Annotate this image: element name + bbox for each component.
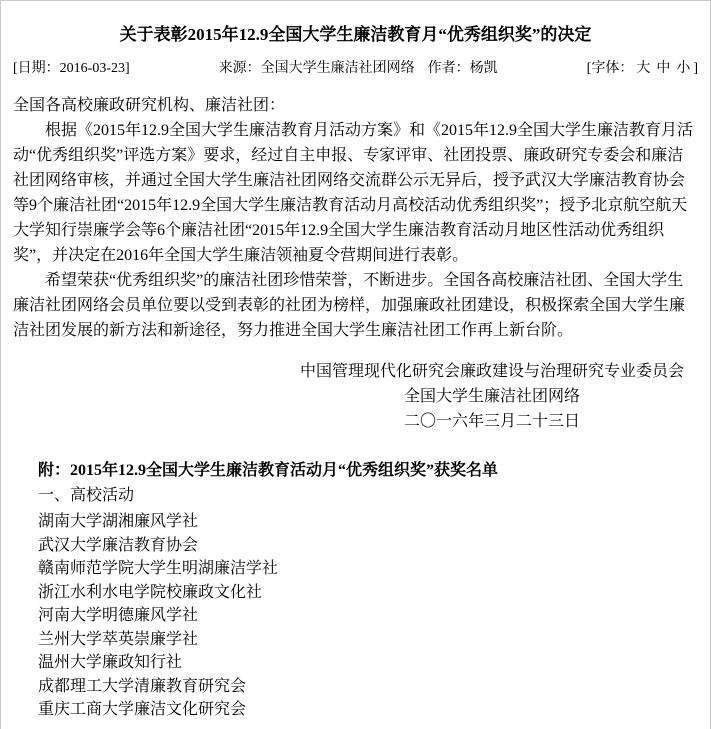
attachment-section-title: 一、高校活动 bbox=[38, 487, 135, 504]
winner-list-item: 重庆工商大学廉洁文化研究会 bbox=[38, 701, 247, 718]
page-title: 关于表彰2015年12.9全国大学生廉洁教育月“优秀组织奖”的决定 bbox=[119, 25, 592, 44]
winner-list-item: 浙江水利水电学院校廉政文化社 bbox=[38, 583, 263, 601]
source-author-group bbox=[219, 59, 498, 78]
font-size-medium-link[interactable]: 中 bbox=[656, 61, 671, 76]
font-size-large-link[interactable]: 大 bbox=[636, 61, 651, 76]
signature-org-line: 中国管理现代化研究会廉政建设与治理研究专业委员会 bbox=[299, 363, 684, 380]
meta-bar bbox=[13, 59, 698, 78]
winner-list-item: 武汉大学廉洁教育协会 bbox=[38, 536, 199, 554]
attachment-section bbox=[13, 458, 698, 722]
winner-list-item: 湖南大学湖湘廉风学社 bbox=[38, 513, 199, 530]
winner-list-item: 兰州大学萃英崇廉学社 bbox=[38, 630, 199, 648]
attachment-heading: 附：2015年12.9全国大学生廉洁教育活动月“优秀组织奖”获奖名单 bbox=[38, 462, 499, 479]
signature-org-line: 全国大学生廉洁社团网络 bbox=[403, 388, 580, 405]
body-paragraph: 根据《2015年12.9全国大学生廉洁教育月活动方案》和《2015年12.9全国大学生廉洁教育月活动“优秀组织奖”评选方案》要求，经过自主申报、专家评审、社团投票、廉政研究专委会和廉洁社团网络审核，并通过全国大学生廉洁社团网络交流群公示无异后，授予武汉大学廉洁教育协会等9个廉洁社团“2015年12.9全国大学生廉洁教育活动月高校活动优秀组织奖”；授予北京航空航天大学知行崇廉学会等6个廉洁社团“2015年12.9全国大学生廉洁教育活动月地区性活动优秀组织奖”，并决定在2016年全国大学生廉洁领袖夏令营期间进行表彰。 bbox=[13, 122, 694, 264]
signature-date-line: 二〇一六年三月二十三日 bbox=[403, 413, 580, 430]
author-label: 作者：杨凯 bbox=[427, 61, 498, 76]
winner-list bbox=[38, 510, 698, 722]
date-label: [日期：2016-03-23] bbox=[13, 61, 130, 76]
winner-list-item: 成都理工大学清廉教育研究会 bbox=[38, 677, 247, 695]
article-body bbox=[13, 93, 698, 343]
font-size-prefix: [字体： bbox=[586, 61, 634, 76]
winner-list-item: 温州大学廉政知行社 bbox=[38, 654, 183, 671]
salutation: 全国各高校廉政研究机构、廉洁社团： bbox=[13, 97, 286, 114]
font-size-control bbox=[587, 59, 698, 78]
winner-list-item: 赣南师范学院大学生明湖廉洁学社 bbox=[38, 560, 279, 577]
font-size-suffix: ] bbox=[693, 61, 698, 76]
font-size-small-link[interactable]: 小 bbox=[676, 61, 691, 76]
winner-list-item: 河南大学明德廉风学社 bbox=[38, 607, 199, 624]
source-label: 来源：全国大学生廉洁社团网络 bbox=[218, 61, 415, 76]
signature-block bbox=[300, 359, 684, 434]
body-paragraph: 希望荣获“优秀组织奖”的廉洁社团珍惜荣誉，不断进步。全国各高校廉洁社团、全国大学生廉洁社团网络会员单位要以受到表彰的社团为榜样，加强廉政社团建设，积极探索全国大学生廉洁社团发展的新方法和新途径，努力推进全国大学生廉洁社团工作再上新台阶。 bbox=[13, 272, 686, 339]
